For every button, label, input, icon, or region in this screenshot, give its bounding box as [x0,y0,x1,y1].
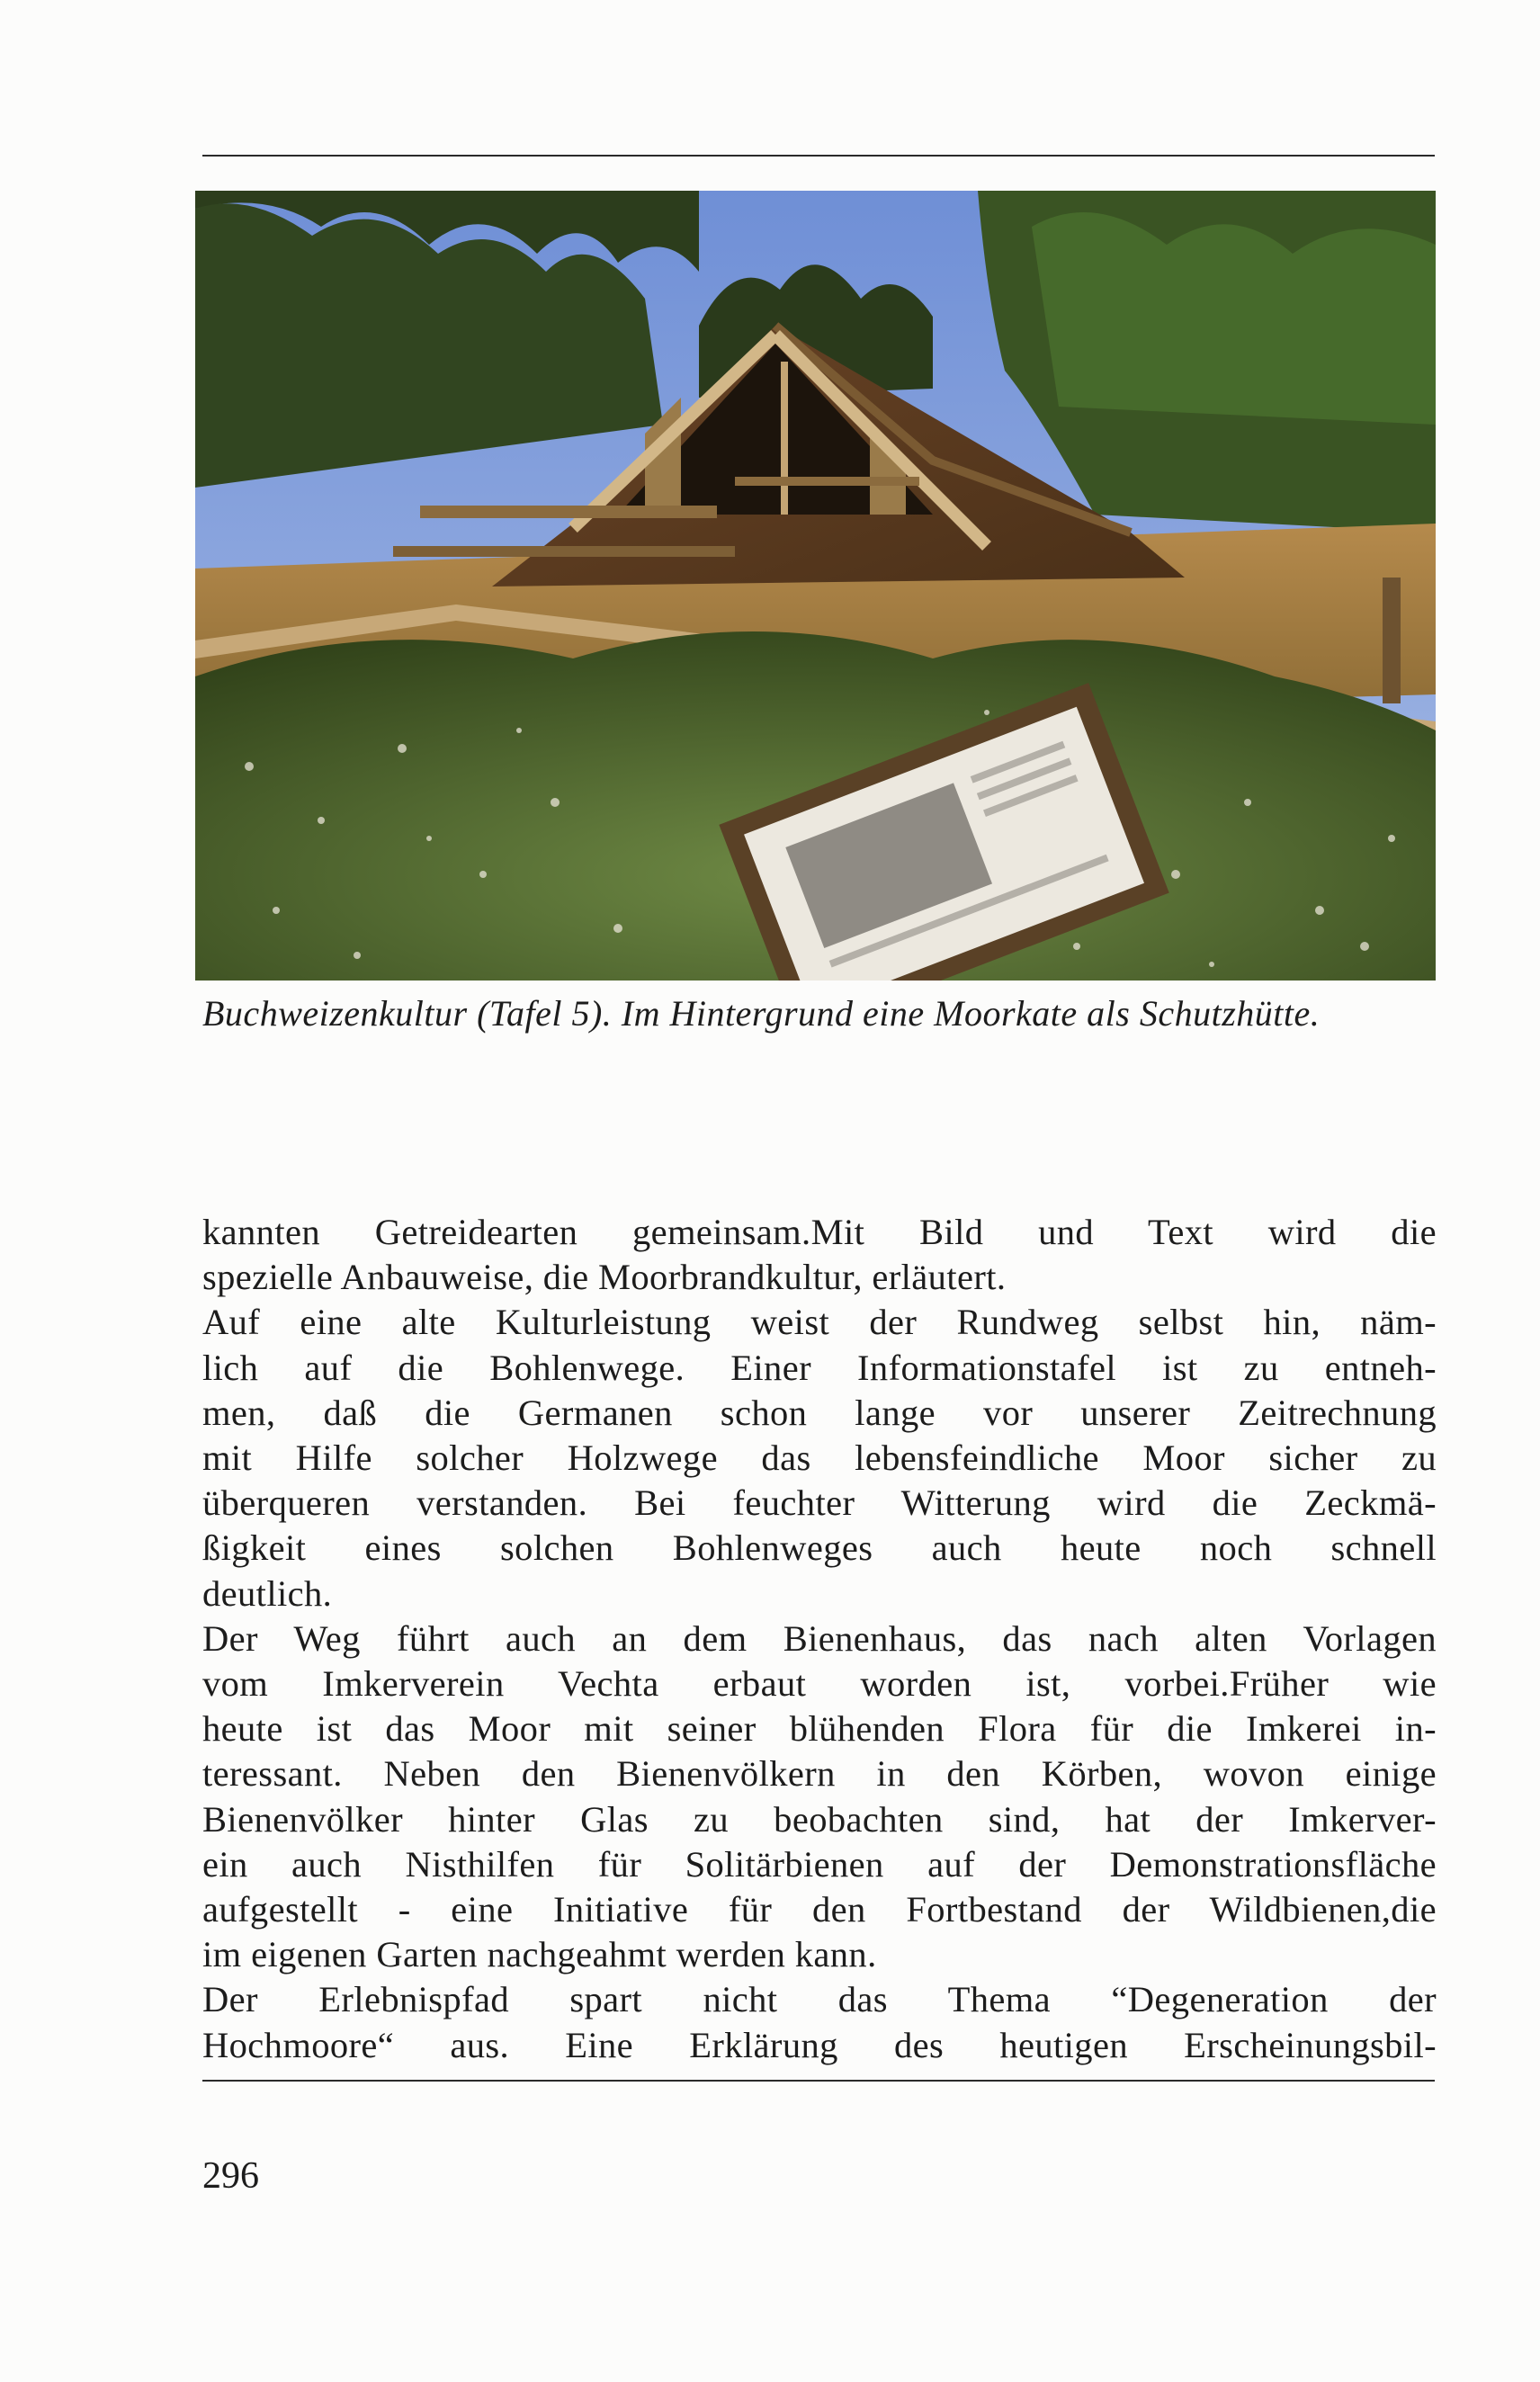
body-line: Bienenvölker hinter Glas zu beobachten sind, hat der Imkerver- [202,1798,1437,1840]
body-line: teressant. Neben den Bienenvölkern in den Körben, wovon einige [202,1753,1437,1795]
body-line: ein auch Nisthilfen für Solitärbienen auf der Demonstrationsfläche [202,1843,1437,1885]
body-line: Auf eine alte Kulturleistung weist der Rundweg selbst hin, näm- [202,1302,1437,1343]
body-line: lich auf die Bohlenwege. Einer Informationstafel ist zu entneh- [202,1347,1437,1388]
top-rule [202,155,1435,157]
body-line: im eigenen Garten nachgeahmt werden kann. [202,1934,877,1975]
body-line: vom Imkerverein Vechta erbaut worden ist, vorbei.Früher wie [202,1663,1437,1705]
body-line: aufgestellt - eine Initiative für den Fortbestand der Wildbienen,die [202,1889,1437,1930]
body-line: men, daß die Germanen schon lange vor unserer Zeitrechnung [202,1392,1437,1433]
body-line: kannten Getreidearten gemeinsam.Mit Bild und Text wird die [202,1212,1437,1252]
body-line: heute ist das Moor mit seiner blühenden Flora für die Imkerei in- [202,1708,1437,1750]
body-line: spezielle Anbauweise, die Moorbrandkultur, erläutert. [202,1257,1007,1298]
body-line: mit Hilfe solcher Holzwege das lebensfeindliche Moor sicher zu [202,1437,1437,1479]
bottom-rule [202,2080,1435,2082]
page-number: 296 [202,2155,259,2197]
body-line: Der Weg führt auch an dem Bienenhaus, das nach alten Vorlagen [202,1617,1437,1659]
body-line: deutlich. [202,1572,333,1614]
body-line: ßigkeit eines solchen Bohlenweges auch heute noch schnell [202,1527,1437,1569]
body-line: Hochmoore“ aus. Eine Erklärung des heutigen Erscheinungsbil- [202,2024,1437,2065]
body-line: überqueren verstanden. Bei feuchter Witterung wird die Zeckmä- [202,1482,1437,1524]
photo-moorkate-shelter [195,191,1436,981]
photo-caption: Buchweizenkultur (Tafel 5). Im Hintergrund eine Moorkate als Schutzhütte. [202,993,1321,1034]
body-line: Der Erlebnispfad spart nicht das Thema “Degeneration der [202,1979,1437,2020]
body-text [202,1210,1437,2068]
